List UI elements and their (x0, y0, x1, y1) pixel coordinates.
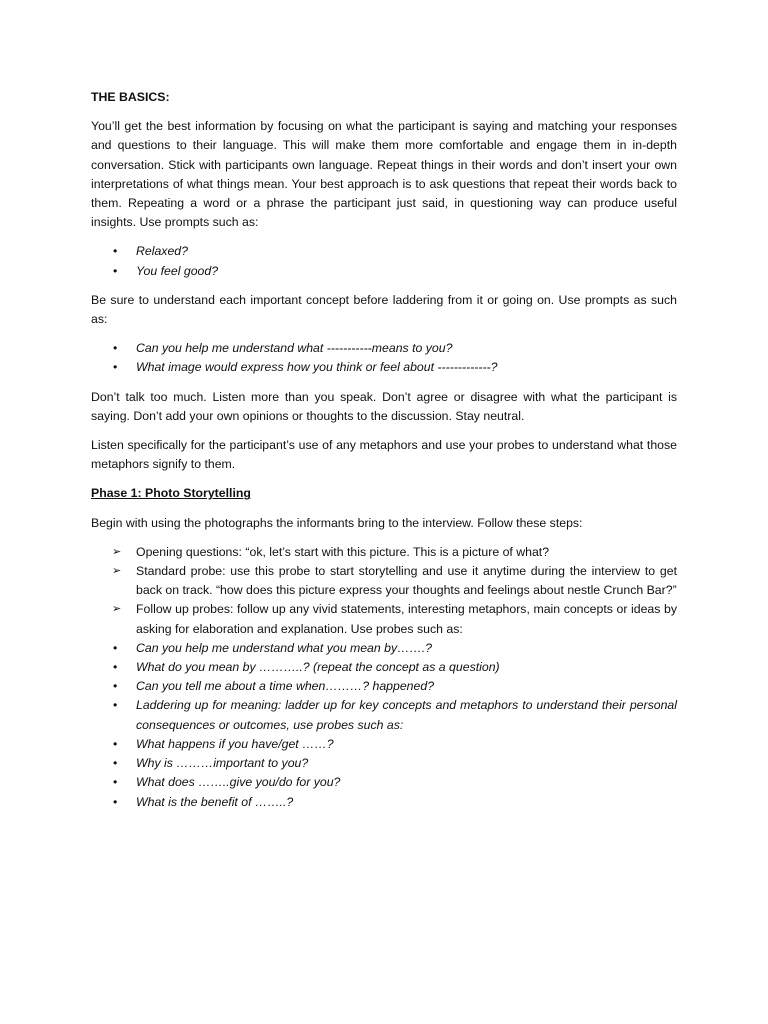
bullet-icon: • (113, 736, 118, 751)
bullet-icon: • (113, 360, 118, 375)
section-heading: THE BASICS: (91, 90, 170, 104)
bullet-icon: • (113, 794, 118, 809)
phase-1-steps (91, 543, 677, 812)
bullet-icon: • (113, 660, 118, 675)
list-item: • Why is ………important to you? (91, 754, 677, 773)
intro-paragraph: You’ll get the best information by focusing on what the participant is saying and matching your responses and questions to their language. This will make them more comfortable and engage them in in-depth conversation. Stick with participants own language. Repeat things in their words and don’t insert your own interpretations of what things mean. Your best approach is to ask questions that repeat their words back to them. Repeating a word or a phrase the participant just said, in questioning way can produce useful insights. Use prompts such as: (91, 119, 677, 230)
arrow-icon: ➢ (112, 565, 122, 578)
list-item: • What happens if you have/get ……? (91, 735, 677, 754)
document-page (91, 88, 677, 812)
list-item: • Can you tell me about a time when………? happened? (91, 677, 677, 696)
list-item: • Can you help me understand what you mean by…….? (91, 639, 677, 658)
list-item: • What do you mean by ………..? (repeat the concept as a question) (91, 658, 677, 677)
phase-1-title: Phase 1: Photo Storytelling (91, 486, 251, 501)
arrow-icon: ➢ (112, 603, 122, 616)
talk-paragraph: Don’t talk too much. Listen more than you speak. Don’t agree or disagree with what the participant is saying. Don’t add your own opinions or thoughts to the discussion. Stay neutral. (91, 389, 677, 423)
list-item: • Laddering up for meaning: ladder up for key concepts and metaphors to understand their personal consequences or outcomes, use probes such as: (113, 698, 677, 732)
bullet-icon: • (113, 756, 118, 771)
bullet-icon: • (113, 341, 118, 356)
list-item: • What image would express how you think or feel about -------------? (91, 358, 677, 377)
list-item: ➢ Opening questions: “ok, let’s start with this picture. This is a picture of what? (91, 543, 677, 562)
list-item: • What does ……..give you/do for you? (91, 773, 677, 792)
bullet-icon: • (113, 640, 118, 655)
bullet-icon: • (113, 244, 118, 259)
listen-paragraph: Listen specifically for the participant’s use of any metaphors and use your probes to understand what those metaphors signify to them. (91, 438, 677, 472)
prompt-list-1 (91, 242, 677, 280)
list-item: ➢ Follow up probes: follow up any vivid statements, interesting metaphors, main concepts or ideas by asking for elaboration and explanation. Use probes such as: (112, 602, 677, 636)
list-item: • What is the benefit of ……..? (91, 793, 677, 812)
bullet-icon: • (113, 775, 118, 790)
list-item: ➢ Standard probe: use this probe to start storytelling and use it anytime during the interview to get back on track. “how does this picture express your thoughts and feelings about nestle Crunch Bar?” (112, 564, 677, 598)
bullet-icon: • (113, 263, 118, 278)
bullet-icon: • (113, 698, 118, 713)
list-item: • Relaxed? (91, 242, 677, 261)
arrow-icon: ➢ (112, 545, 122, 558)
concept-paragraph: Be sure to understand each important concept before laddering from it or going on. Use prompts as such as: (91, 292, 677, 327)
phase-1-intro: Begin with using the photographs the informants bring to the interview. Follow these steps: (91, 515, 583, 530)
list-item: • Can you help me understand what -----------means to you? (91, 339, 677, 358)
list-item: • You feel good? (91, 262, 677, 281)
bullet-icon: • (113, 679, 118, 694)
prompt-list-2 (91, 339, 677, 377)
